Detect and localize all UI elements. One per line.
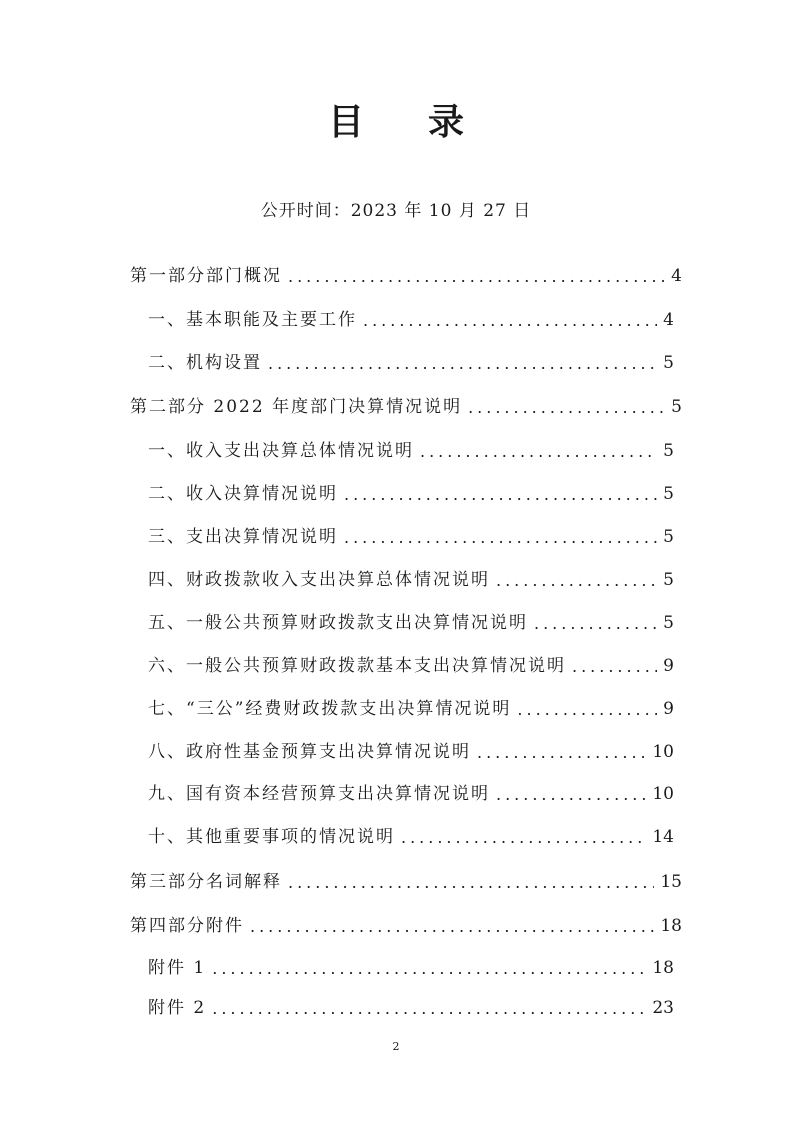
title-char-left: 目 <box>327 102 364 143</box>
toc-entry-label: 十、其他重要事项的情况说明 <box>148 827 395 847</box>
page-title <box>0 94 792 145</box>
toc-entry-page: 5 <box>663 570 674 590</box>
toc-entry-label: 第二部分 2022 年度部门决算情况说明 <box>130 397 463 417</box>
toc-entry-label: 一、基本职能及主要工作 <box>148 310 357 330</box>
toc-entry-label: 第三部分名词解释 <box>130 872 282 892</box>
toc-leader-dots <box>496 571 657 590</box>
toc-entry-label: 七、“三公”经费财政拨款支出决算情况说明 <box>148 699 512 719</box>
toc-entry-label: 二、机构设置 <box>148 353 262 373</box>
toc-leader-dots <box>534 614 657 633</box>
toc-entry[interactable] <box>130 862 682 892</box>
toc-entry-page: 15 <box>660 872 682 892</box>
toc-entry[interactable] <box>148 474 674 504</box>
toc-entry-page: 4 <box>663 310 674 330</box>
toc-entry-page: 9 <box>663 656 674 676</box>
toc-entry-label: 三、支出决算情况说明 <box>148 527 338 547</box>
title-char-right: 录 <box>428 102 465 143</box>
toc-entry-page: 10 <box>652 784 674 804</box>
toc-entry-label: 附件 1 <box>148 958 207 978</box>
toc-entry-label: 五、一般公共预算财政拨款支出决算情况说明 <box>148 613 528 633</box>
toc-entry[interactable] <box>148 774 674 804</box>
toc-leader-dots <box>268 354 657 373</box>
toc-entry-page: 5 <box>663 527 674 547</box>
toc-entry-label: 六、一般公共预算财政拨款基本支出决算情况说明 <box>148 656 566 676</box>
toc-leader-dots <box>401 828 646 847</box>
toc-entry-page: 9 <box>663 699 674 719</box>
toc-entry[interactable] <box>148 732 674 762</box>
toc-leader-dots <box>468 398 665 417</box>
toc-leader-dots <box>212 999 646 1018</box>
toc-entry-page: 5 <box>663 353 674 373</box>
toc-entry-page: 5 <box>663 484 674 504</box>
publish-date: 公开时间：2023 年 10 月 27 日 <box>260 201 532 221</box>
toc-entry[interactable] <box>130 387 682 417</box>
toc-entry-label: 四、财政拨款收入支出决算总体情况说明 <box>148 570 490 590</box>
toc-entry-page: 4 <box>671 266 682 286</box>
toc-entry[interactable] <box>148 988 674 1018</box>
toc-entry[interactable] <box>148 431 674 461</box>
toc-leader-dots <box>363 311 657 330</box>
toc-entry-label: 第四部分附件 <box>130 916 244 936</box>
toc-entry-page: 18 <box>652 958 674 978</box>
toc-leader-dots <box>420 442 657 461</box>
toc-leader-dots <box>250 917 654 936</box>
toc-leader-dots <box>288 267 665 286</box>
toc-leader-dots <box>344 528 657 547</box>
toc-entry[interactable] <box>148 343 674 373</box>
toc-entry-page: 5 <box>663 613 674 633</box>
toc-entry-page: 5 <box>671 397 682 417</box>
toc-leader-dots <box>288 873 654 892</box>
toc-entry-page: 18 <box>660 916 682 936</box>
toc-entry[interactable] <box>148 689 674 719</box>
toc-entry-label: 第一部分部门概况 <box>130 266 282 286</box>
toc-entry-page: 10 <box>652 742 674 762</box>
toc-entry-label: 附件 2 <box>148 998 207 1018</box>
toc-entry-label: 八、政府性基金预算支出决算情况说明 <box>148 742 471 762</box>
toc-leader-dots <box>212 959 646 978</box>
page-number: 2 <box>392 1040 400 1053</box>
toc-entry[interactable] <box>148 603 674 633</box>
toc-entry-page: 5 <box>663 441 674 461</box>
toc-entry-page: 14 <box>652 827 674 847</box>
toc-entry[interactable] <box>148 300 674 330</box>
toc-entry-page: 23 <box>652 998 674 1018</box>
toc-entry[interactable] <box>130 906 682 936</box>
toc-entry-label: 一、收入支出决算总体情况说明 <box>148 441 414 461</box>
toc-entry[interactable] <box>130 256 682 286</box>
toc-entry[interactable] <box>148 646 674 676</box>
toc-entry[interactable] <box>148 817 674 847</box>
toc-leader-dots <box>572 657 657 676</box>
toc-entry[interactable] <box>148 560 674 590</box>
toc-entry[interactable] <box>148 517 674 547</box>
toc-entry-label: 九、国有资本经营预算支出决算情况说明 <box>148 784 490 804</box>
toc-entry-label: 二、收入决算情况说明 <box>148 484 338 504</box>
toc-entry[interactable] <box>148 948 674 978</box>
toc-leader-dots <box>517 700 657 719</box>
toc-leader-dots <box>477 743 646 762</box>
toc-leader-dots <box>496 785 646 804</box>
toc-leader-dots <box>344 485 657 504</box>
